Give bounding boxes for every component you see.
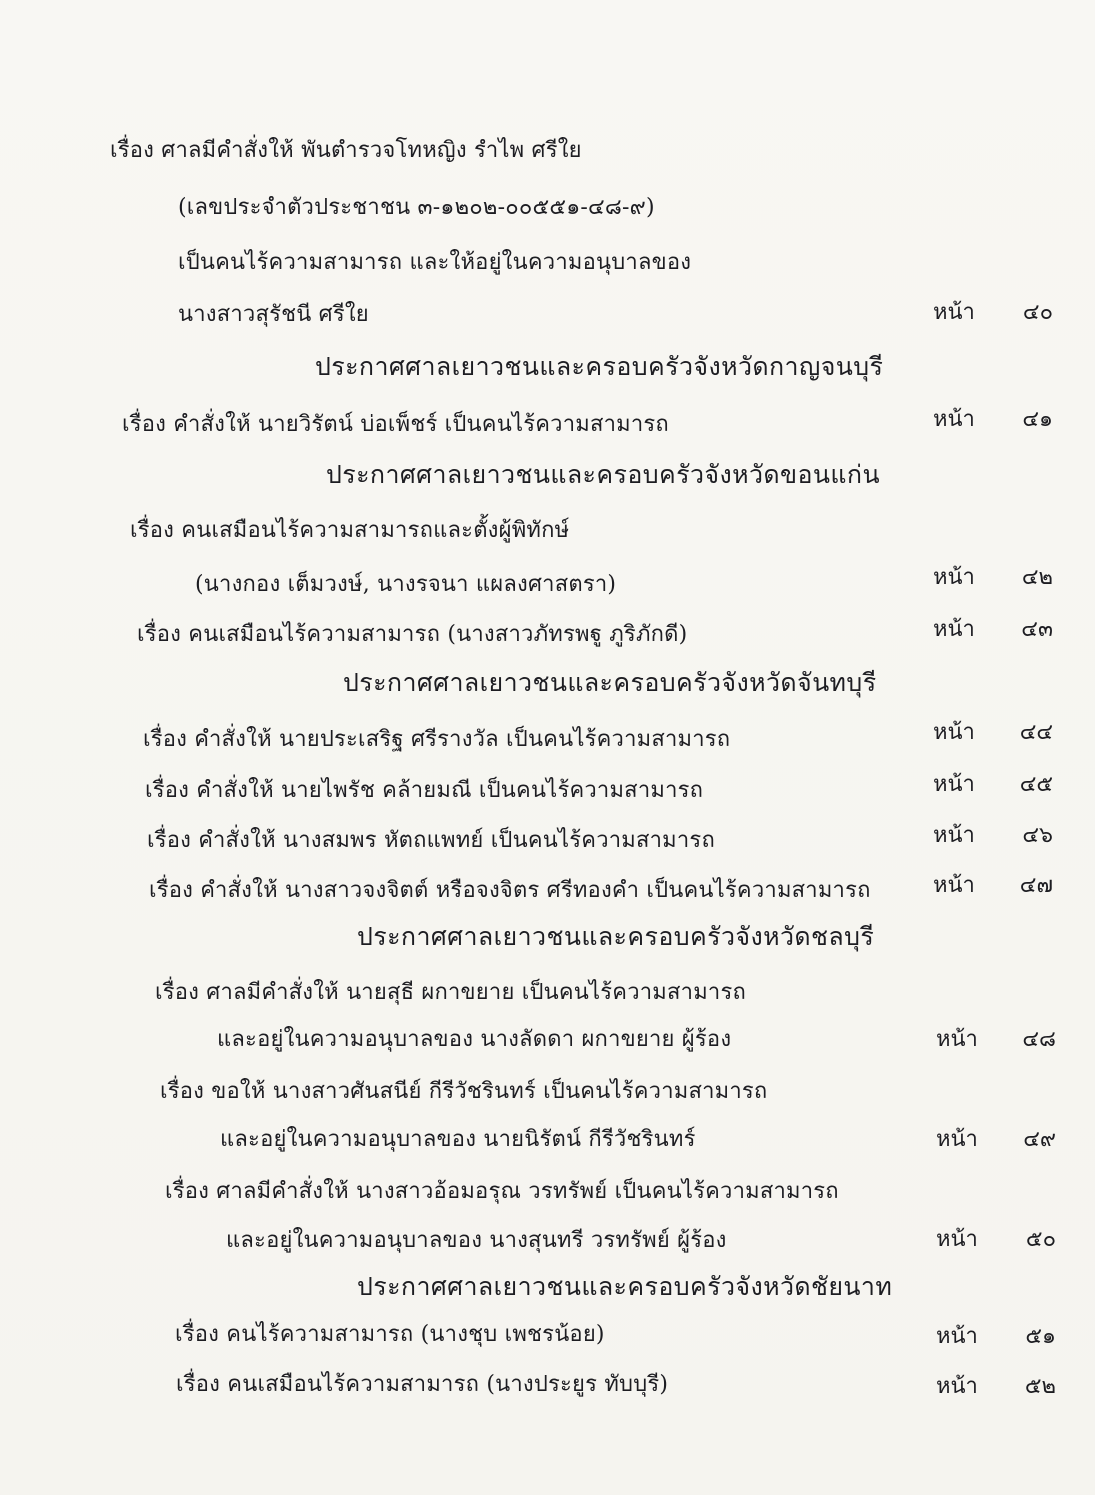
page-reference [933, 563, 1053, 593]
entry-line: เรื่อง ศาลมีคำสั่งให้ พันตำรวจโทหญิง รำไพ ศรีใย [110, 138, 582, 163]
entry-line: เป็นคนไร้ความสามารถ และให้อยู่ในความอนุบาลของ [178, 250, 692, 275]
entry-line: และอยู่ในความอนุบาลของ นางลัดดา ผกาขยาย ผู้ร้อง [217, 1027, 732, 1052]
entry-line: เรื่อง คำสั่งให้ นางสาวจงจิตต์ หรือจงจิตร ศรีทองคำ เป็นคนไร้ความสามารถ [149, 878, 871, 903]
page-reference [933, 405, 1053, 435]
entry-line: และอยู่ในความอนุบาลของ นางสุนทรี วรทรัพย์ ผู้ร้อง [226, 1228, 727, 1253]
page-label: หน้า [936, 1374, 978, 1399]
entry-line: เรื่อง ศาลมีคำสั่งให้ นางสาวอ้อมอรุณ วรทรัพย์ เป็นคนไร้ความสามารถ [165, 1179, 839, 1204]
entry-line: เรื่อง คำสั่งให้ นายประเสริฐ ศรีรางวัล เป็นคนไร้ความสามารถ [143, 727, 731, 752]
entry-line: เรื่อง คนไร้ความสามารถ (นางชุบ เพชรน้อย) [175, 1322, 605, 1347]
entry-line: เรื่อง คำสั่งให้ นางสมพร หัตถแพทย์ เป็นคนไร้ความสามารถ [147, 828, 715, 853]
section-heading: ประกาศศาลเยาวชนและครอบครัวจังหวัดกาญจนบุรี [315, 352, 884, 381]
entry-line: เรื่อง ศาลมีคำสั่งให้ นายสุธี ผกาขยาย เป็นคนไร้ความสามารถ [155, 980, 746, 1005]
page-label: หน้า [933, 823, 975, 848]
entry-line: (นางกอง เต็มวงษ์, นางรจนา แผลงศาสตรา) [195, 572, 617, 597]
page-number: ๔๔ [1019, 720, 1053, 745]
page-label: หน้า [936, 1127, 978, 1152]
entry-line: เรื่อง คนเสมือนไร้ความสามารถ (นางประยูร ทับบุรี) [176, 1372, 669, 1397]
page-label: หน้า [933, 772, 975, 797]
page-number: ๕๒ [1024, 1374, 1056, 1399]
page-reference [933, 615, 1053, 645]
page-number: ๔๘ [1022, 1027, 1056, 1052]
page-reference [936, 1322, 1056, 1352]
entry-line: และอยู่ในความอนุบาลของ นายนิรัตน์ กีรีวัชรินทร์ [220, 1127, 696, 1152]
section-heading: ประกาศศาลเยาวชนและครอบครัวจังหวัดชัยนาท [357, 1272, 893, 1301]
page-number: ๔๗ [1019, 873, 1053, 898]
page-reference [936, 1225, 1056, 1255]
page-label: หน้า [933, 407, 975, 432]
entry-line: นางสาวสุรัชนี ศรีใย [178, 302, 369, 327]
entry-line: เรื่อง คำสั่งให้ นายไพรัช คล้ายมณี เป็นคนไร้ความสามารถ [145, 778, 704, 803]
page-label: หน้า [933, 300, 975, 325]
page-reference [933, 770, 1053, 800]
page-label: หน้า [936, 1324, 978, 1349]
page-number: ๔๖ [1022, 823, 1053, 848]
page-reference [936, 1372, 1056, 1402]
page-label: หน้า [933, 720, 975, 745]
page-label: หน้า [933, 617, 975, 642]
page-label: หน้า [936, 1227, 978, 1252]
entry-line: เรื่อง คนเสมือนไร้ความสามารถ (นางสาวภัทรพฐู ภูริภักดี) [137, 622, 688, 647]
page-reference [933, 821, 1053, 851]
page-label: หน้า [933, 873, 975, 898]
page-reference [933, 298, 1053, 328]
section-heading: ประกาศศาลเยาวชนและครอบครัวจังหวัดชลบุรี [357, 922, 875, 951]
page-number: ๔๒ [1021, 565, 1053, 590]
entry-line: เรื่อง ขอให้ นางสาวศันสนีย์ กีรีวัชรินทร์ เป็นคนไร้ความสามารถ [160, 1079, 768, 1104]
page-reference [936, 1025, 1056, 1055]
page-reference [933, 718, 1053, 748]
entry-line: เรื่อง คำสั่งให้ นายวิรัตน์ บ่อเพ็ชร์ เป็นคนไร้ความสามารถ [122, 412, 669, 437]
page-number: ๕๐ [1025, 1227, 1056, 1252]
page-reference [933, 871, 1053, 901]
page-number: ๔๐ [1022, 300, 1053, 325]
page-reference [936, 1125, 1056, 1155]
page-number: ๔๑ [1022, 407, 1053, 432]
page-number: ๔๙ [1023, 1127, 1056, 1152]
page-number: ๔๕ [1019, 772, 1053, 797]
section-heading: ประกาศศาลเยาวชนและครอบครัวจังหวัดจันทบุรี [343, 668, 877, 697]
page-label: หน้า [933, 565, 975, 590]
page-label: หน้า [936, 1027, 978, 1052]
entry-line: เรื่อง คนเสมือนไร้ความสามารถและตั้งผู้พิทักษ์ [130, 518, 570, 543]
section-heading: ประกาศศาลเยาวชนและครอบครัวจังหวัดขอนแก่น [326, 460, 880, 489]
entry-line: (เลขประจำตัวประชาชน ๓-๑๒๐๒-๐๐๕๕๑-๔๘-๙) [178, 195, 655, 220]
page-number: ๕๑ [1025, 1324, 1056, 1349]
page-number: ๔๓ [1021, 617, 1053, 642]
